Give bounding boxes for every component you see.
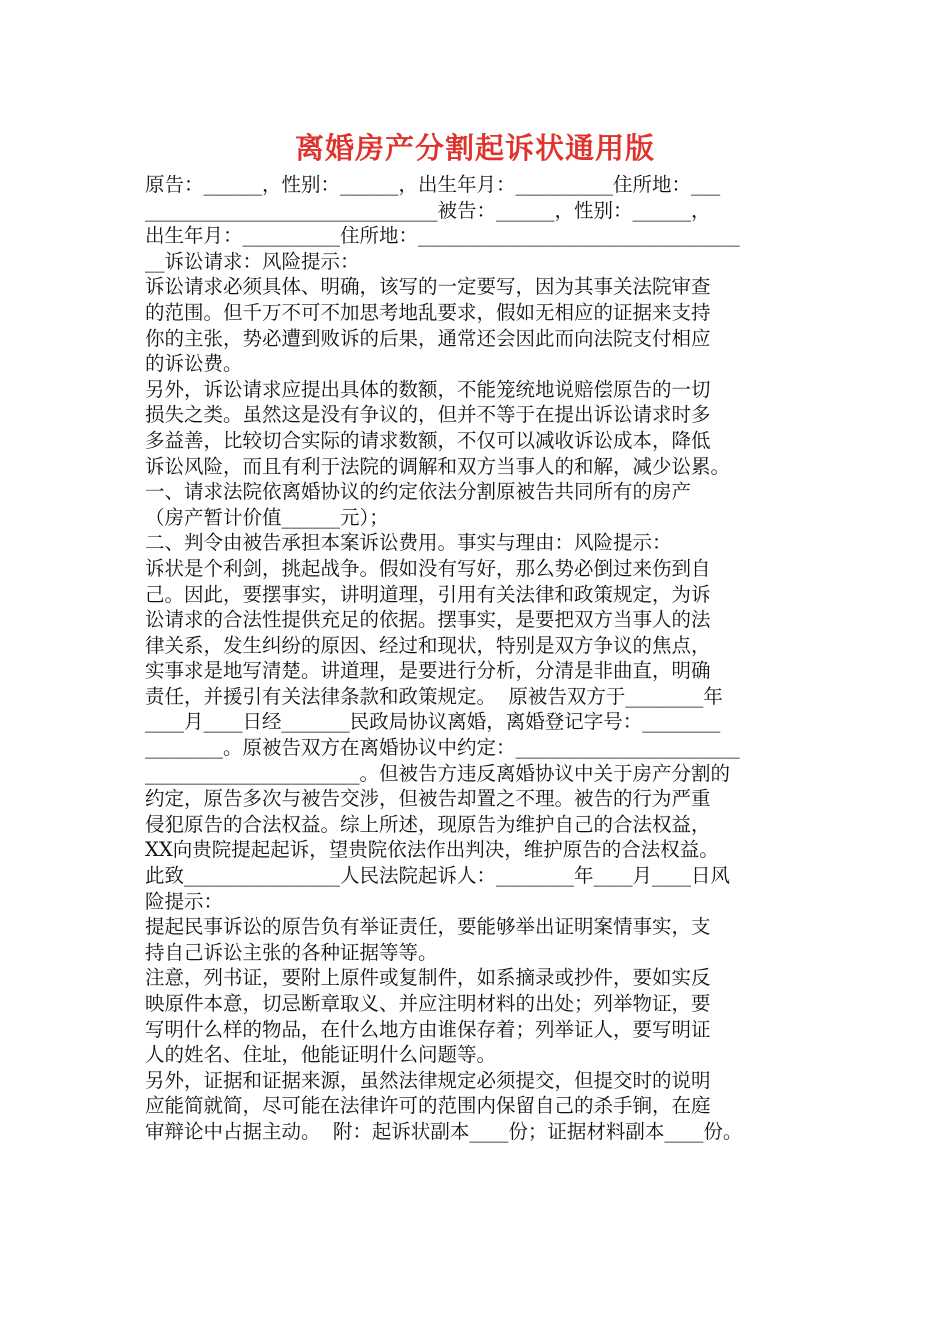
text-line: 讼请求的合法性提供充足的依据。摆事实，是要把双方当事人的法 [145,608,711,632]
text-line: 另外，诉讼请求应提出具体的数额，不能笼统地说赔偿原告的一切 [145,377,711,401]
text-line: 诉讼请求必须具体、明确，该写的一定要写，因为其事关法院审查 [145,275,711,299]
text-line: 写明什么样的物品，在什么地方由谁保存着；列举证人，要写明证 [145,1017,711,1041]
text-line: __诉讼请求：风险提示： [145,249,360,273]
text-line: 原告：______，性别：______，出生年月：__________住所地：___ [145,173,721,196]
text-line: 出生年月：__________住所地：_________________________________ [145,224,740,248]
document-body [145,172,820,1145]
text-line: ________。原被告双方在离婚协议中约定：_______________________ [145,736,740,760]
text-line: 责任，并援引有关法律条款和政策规定。 原被告双方于________年 [145,684,723,708]
text-line: 注意，列书证，要附上原件或复制件，如系摘录或抄件，要如实反 [145,966,711,990]
text-line: ____月____日经_______民政局协议离婚，离婚登记字号：________ [145,710,721,734]
document-title: 离婚房产分割起诉状通用版 [294,131,655,165]
text-line: ______________________________被告：______，性别：______， [145,198,711,222]
text-line: 的范围。但千万不可不加思考地乱要求，假如无相应的证据来支持 [145,300,711,324]
text-line: 诉讼风险，而且有利于法院的调解和双方当事人的和解，减少讼累。 [145,454,731,478]
text-line: 约定，原告多次与被告交涉，但被告却置之不理。被告的行为严重 [145,787,711,811]
text-line: 己。因此，要摆事实，讲明道理，引用有关法律和政策规定，为诉 [145,582,711,606]
text-line: 多益善，比较切合实际的请求数额，不仅可以减收诉讼成本，降低 [145,428,711,452]
text-line: 律关系，发生纠纷的原因、经过和现状，特别是双方争议的焦点， [145,633,711,657]
text-line: ______________________。但被告方违反离婚协议中关于房产分割的 [145,761,731,785]
text-line: 应能简就简，尽可能在法律许可的范围内保留自己的杀手锏，在庭 [145,1094,711,1118]
text-line: 另外，证据和证据来源，虽然法律规定必须提交，但提交时的说明 [145,1068,711,1092]
text-line: 提起民事诉讼的原告负有举证责任，要能够举出证明案情事实，支 [145,915,711,939]
text-line: 你的主张，势必遭到败诉的后果，通常还会因此而向法院支付相应 [145,326,711,350]
text-line: 二、判令由被告承担本案诉讼费用。事实与理由：风险提示： [145,531,672,555]
text-line: 审辩论中占据主动。 附：起诉状副本____份；证据材料副本____份。 [145,1119,743,1143]
text-line: XX向贵院提起起诉，望贵院依法作出判决，维护原告的合法权益。 [145,838,719,862]
text-line: 此致________________人民法院起诉人：________年____月____日风 [145,864,731,888]
text-line: 损失之类。虽然这是没有争议的，但并不等于在提出诉讼请求时多 [145,403,711,427]
text-line: 一、请求法院依离婚协议的约定依法分割原被告共同所有的房产 [145,480,692,504]
text-line: 实事求是地写清楚。讲道理，是要进行分析，分清是非曲直，明确 [145,659,711,683]
text-line: 诉状是个利剑，挑起战争。假如没有写好，那么势必倒过来伤到自 [145,556,711,580]
text-line: 侵犯原告的合法权益。综上所述，现原告为维护自己的合法权益， [145,812,711,836]
text-line: 人的姓名、住址，他能证明什么问题等。 [145,1043,497,1067]
text-line: 的诉讼费。 [145,352,243,376]
text-line: 险提示： [145,889,224,913]
text-line: 映原件本意，切忌断章取义、并应注明材料的出处；列举物证，要 [145,992,711,1015]
text-line: 持自己诉讼主张的各种证据等等。 [145,940,438,964]
text-line: （房产暂计价值______元）； [145,505,389,529]
